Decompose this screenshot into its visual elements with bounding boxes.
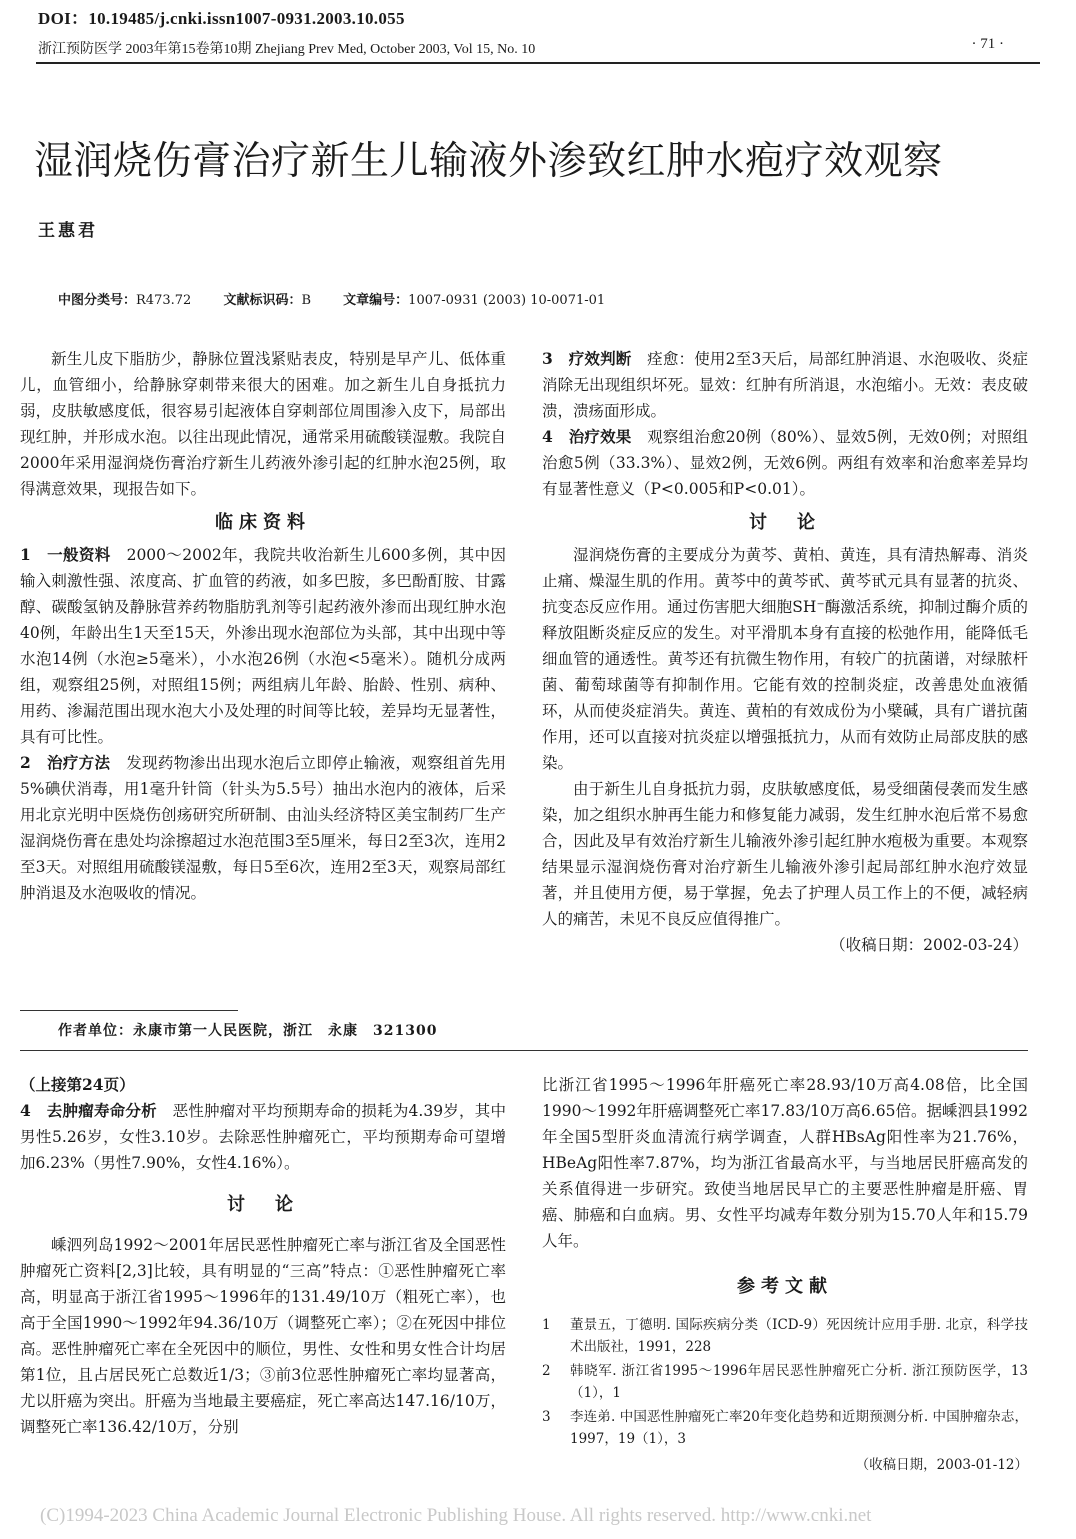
discussion-paragraph: 湿润烧伤膏的主要成分为黄芩、黄柏、黄连，具有清热解毒、消炎止痛、燥湿生肌的作用。黄芩中的黄芩甙、黄芩甙元具有显著的抗炎、抗变态反应作用。通过伤害肥大细胞SH⁻酶激活系统，抑制过酶介质的释放阻断炎症反应的发生。对平滑肌本身有直接的松弛作用，能降低毛细血管的通透性。黄芩还有抗微生物作用，有较广的抗菌谱，对绿脓杆菌、葡萄球菌等有抑制作用。它能有效的控制炎症，改善患处血液循环，从而使炎症消失。黄连、黄柏的有效成份为小檗碱，具有广谱抗菌作用，还可以直接对抗炎症以增强抵抗力，从而有效防止局部皮肤的感染。 xyxy=(542,546,1028,772)
article-title: 湿润烧伤膏治疗新生儿输液外渗致红肿水疱疗效观察 xyxy=(34,139,943,184)
item-text: 恶性肿瘤对平均预期寿命的损耗为4.39岁，其中男性5.26岁，女性3.10岁。去除恶性肿瘤死亡，平均预期寿命可望增加6.23%（男性7.90%，女性4.16%）。 xyxy=(20,1102,506,1172)
header-rule xyxy=(36,62,1040,64)
item-number: 2 xyxy=(20,753,31,772)
item-heading: 一般资料 xyxy=(47,545,111,564)
item-text: 2000～2002年，我院共收治新生儿600多例，其中因输入刺激性强、浓度高、扩血管的药液，如多巴胺，多巴酚酊胺、甘露醇、碳酸氢钠及静脉营养药物脂肪乳剂等引起药液外渗而出现红肿水泡40例，年龄出生1天至15天，外渗出现水泡部位为头部，其中出现中等水泡14例（水泡≥5毫米），小水泡26例（水泡<5毫米）。随机分成两组，观察组25例，对照组15例；两组病儿年龄、胎龄、性别、病种、用药、渗漏范围出现水泡大小及处理的时间等比较，差异均无显著性，具有可比性。 xyxy=(20,546,506,746)
item-number: 4 xyxy=(542,427,553,446)
doc-value: B xyxy=(301,293,312,308)
reference-item xyxy=(542,1360,1028,1404)
item-effect xyxy=(542,424,1028,502)
item-heading: 去肿瘤寿命分析 xyxy=(46,1101,157,1120)
item-text: 痊愈：使用2至3天后，局部红肿消退、水泡吸收、炎症消除无出现组织坏死。显效：红肿有所消退，水泡缩小。无效：表皮破溃，溃疡面形成。 xyxy=(542,350,1028,420)
item-text: 观察组治愈20例（80%）、显效5例，无效0例；对照组治愈5例（33.3%）、显效2例，无效6例。两组有效率和治愈率差异均有显著性意义（P<0.005和P<0.01）。 xyxy=(542,428,1028,498)
reference-list xyxy=(542,1314,1028,1450)
doi-line: DOI：10.19485/j.cnki.issn1007-0931.2003.10.055 xyxy=(38,9,405,28)
continuation-discussion-heading: 讨 论 xyxy=(227,1194,299,1215)
section-discussion-heading: 讨 论 xyxy=(749,512,821,533)
reference-text: 韩晓军. 浙江省1995～1996年居民恶性肿瘤死亡分析. 浙江预防医学，13（1），1 xyxy=(570,1363,1028,1401)
item-judgment xyxy=(542,346,1028,424)
continuation-column-left xyxy=(20,1072,506,1440)
reference-number: 3 xyxy=(542,1409,551,1425)
article-author: 王惠君 xyxy=(38,221,98,241)
article-column-left xyxy=(20,346,506,906)
reference-item xyxy=(542,1406,1028,1450)
item-method xyxy=(20,750,506,906)
item-life-expectancy xyxy=(20,1098,506,1176)
item-heading: 治疗方法 xyxy=(46,753,111,772)
section-clinical-heading: 临床资料 xyxy=(215,512,311,533)
page-number: · 71 · xyxy=(971,36,1004,52)
item-number: 1 xyxy=(20,545,31,564)
article-divider xyxy=(20,1050,1028,1051)
reference-text: 李连弟. 中国恶性肿瘤死亡率20年变化趋势和近期预测分析. 中国肿瘤杂志，1997，19（1），3 xyxy=(570,1409,1028,1447)
reference-text: 董景五，丁德明. 国际疾病分类（ICD-9）死因统计应用手册. 北京，科学技术出版社，1991，228 xyxy=(570,1317,1028,1355)
discussion-paragraph: 嵊泗列岛1992～2001年居民恶性肿瘤死亡率与浙江省及全国恶性肿瘤死亡资料[2,3]比较，具有明显的“三高”特点：①恶性肿瘤死亡率高，明显高于浙江省1995～1996年的131.49/10万（粗死亡率），也高于全国1990～1992年94.36/10万（调整死亡率）；②在死因中排位高。恶性肿瘤死亡率在全死因中的顺位，男性、女性和男女性合计均居第1位，且占居民死亡总数近1/3；③前3位恶性肿瘤死亡率均显著高，尤以肝癌为突出。肝癌为当地最主要癌症，死亡率高达147.16/10万，调整死亡率136.42/10万，分别 xyxy=(20,1236,506,1436)
reference-number: 1 xyxy=(542,1317,551,1333)
continued-from-label: （上接第24页） xyxy=(20,1075,135,1094)
received-date: （收稿日期：2002-03-24） xyxy=(830,936,1028,954)
item-heading: 疗效判断 xyxy=(568,349,632,368)
item-general xyxy=(20,542,506,750)
references-heading: 参考文献 xyxy=(737,1276,833,1297)
discussion-paragraph: 比浙江省1995～1996年肝癌死亡率28.93/10万高4.08倍，比全国1990～1992年肝癌调整死亡率17.83/10万高6.65倍。据嵊泗县1992年全国5型肝炎血清流行病学调查，人群HBsAg阳性率为21.76%，HBeAg阳性率7.87%，均为浙江省最高水平，与当地居民肝癌高发的关系值得进一步研究。致使当地居民早亡的主要恶性肿瘤是肝癌、胃癌、肺癌和白血病。男、女性平均减寿年数分别为15.70人年和15.79人年。 xyxy=(542,1076,1028,1250)
intro-paragraph: 新生儿皮下脂肪少，静脉位置浅紧贴表皮，特别是早产儿、低体重儿，血管细小，给静脉穿刺带来很大的困难。加之新生儿自身抵抗力弱，皮肤敏感度低，很容易引起液体自穿刺部位周围渗入皮下，局部出现红肿，并形成水泡。以往出现此情况，通常采用硫酸镁湿敷。我院自2000年采用湿润烧伤膏治疗新生儿药液外渗引起的红肿水泡25例，取得满意效果，现报告如下。 xyxy=(20,350,506,498)
received-date: （收稿日期，2003-01-12） xyxy=(855,1457,1028,1473)
item-number: 4 xyxy=(20,1101,31,1120)
doc-label: 文献标识码： xyxy=(223,293,302,308)
article-column-right xyxy=(542,346,1028,958)
class-label: 中图分类号： xyxy=(58,293,137,308)
copyright-watermark: (C)1994-2023 China Academic Journal Electronic Publishing House. All rights reserved. http://www.cnki.net xyxy=(40,1505,872,1526)
discussion-paragraph: 由于新生儿自身抵抗力弱，皮肤敏感度低，易受细菌侵袭而发生感染，加之组织水肿再生能力和修复能力减弱，发生红肿水泡后常不易愈合，因此及早有效治疗新生儿输液外渗引起红肿水疱极为重要。本观察结果显示湿润烧伤膏对治疗新生儿输液外渗引起局部红肿水泡疗效显著，并且使用方便，易于掌握，免去了护理人员工作上的不便，减轻病人的痛苦，未见不良反应值得推广。 xyxy=(542,780,1028,928)
reference-item xyxy=(542,1314,1028,1358)
affiliation-rule xyxy=(20,1010,238,1011)
item-text: 发现药物渗出出现水泡后立即停止输液，观察组首先用5%碘伏消毒，用1毫升针筒（针头为5.5号）抽出水泡内的液体，后采用北京光明中医烧伤创疡研究所研制、由汕头经济特区美宝制药厂生产湿润烧伤膏在患处均涂擦超过水泡范围3至5厘米，每日2至3次，连用2至3天。对照组用硫酸镁湿敷，每日5至6次，连用2至3天，观察局部红肿消退及水泡吸收的情况。 xyxy=(20,754,506,902)
id-label: 文章编号： xyxy=(343,293,409,308)
article-meta xyxy=(58,289,605,308)
item-heading: 治疗效果 xyxy=(568,427,632,446)
reference-number: 2 xyxy=(542,1363,551,1379)
id-value: 1007-0931 (2003) 10-0071-01 xyxy=(408,293,606,308)
item-number: 3 xyxy=(542,349,553,368)
continuation-column-right xyxy=(542,1072,1028,1478)
class-value: R473.72 xyxy=(136,293,192,308)
journal-header: 浙江预防医学 2003年第15卷第10期 Zhejiang Prev Med, October 2003, Vol 15, No. 10 xyxy=(38,42,536,57)
author-affiliation: 作者单位：永康市第一人民医院，浙江 永康 321300 xyxy=(58,1023,438,1039)
